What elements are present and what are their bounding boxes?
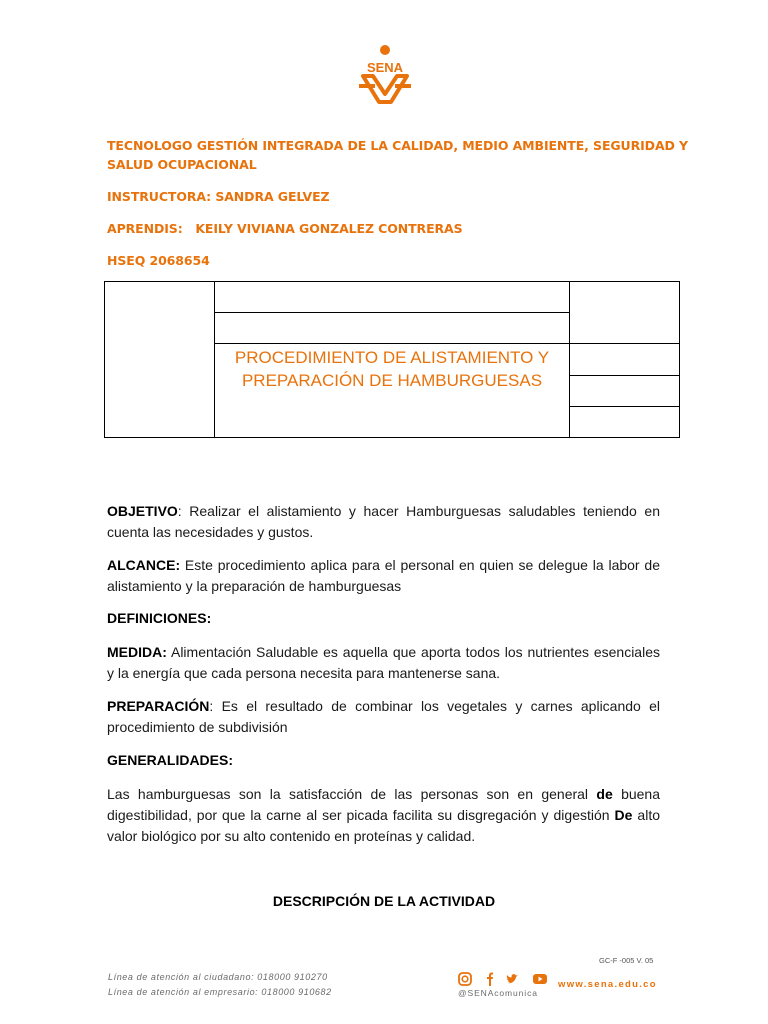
medida-label: MEDIDA: [107,644,167,660]
website-link[interactable]: www.sena.edu.co [558,979,657,990]
table-cell [569,406,680,437]
program-line-1: TECNOLOGO GESTIÓN INTEGRADA DE LA CALIDAD, MEDIO AMBIENTE, SEGURIDAD Y [107,138,689,153]
instagram-icon[interactable] [459,973,471,985]
procedure-title-line-2: PREPARACIÓN DE HAMBURGUESAS [241,371,543,391]
table-cell [569,344,680,375]
alcance-text: Este procedimiento aplica para el personal en quien se delegue la labor de alistamiento y la preparación de hamburguesas [107,557,660,594]
sena-logo [357,44,413,104]
medida-paragraph [107,642,660,684]
twitter-icon[interactable] [507,974,518,983]
preparacion-text: : Es el resultado de combinar los vegetales y carnes aplicando el procedimiento de subdivisión [107,698,660,735]
procedure-table [104,281,680,438]
alcance-label: ALCANCE: [107,557,181,573]
procedure-title-cell [215,344,569,438]
program-line-2: SALUD OCUPACIONAL [107,157,257,172]
generalidades-bold-1: de [596,786,613,802]
objetivo-paragraph [107,501,660,543]
form-code: GC-F -005 V. 05 [599,956,654,965]
objetivo-text: : Realizar el alistamiento y hacer Hamburguesas saludables teniendo en cuenta las necesidades y gustos. [107,503,660,540]
facebook-icon[interactable] [487,973,493,987]
apprentice-line: APRENDIS: KEILY VIVIANA GONZALEZ CONTRERAS [107,221,463,236]
generalidades-text-3: alto valor biológico por su alto contenido en proteínas y calidad. [107,807,661,844]
sena-logo-icon [357,44,413,104]
youtube-icon[interactable] [533,974,547,984]
generalidades-bold-2: De [614,807,633,823]
table-cell-logo [105,282,215,438]
generalidades-text-2: buena digestibilidad, por que la carne al ser picada facilita su disgregación y digestión [107,786,660,823]
business-line: Línea de atención al empresario: 018000 910682 [108,987,332,997]
citizen-line: Línea de atención al ciudadano: 018000 910270 [108,972,328,982]
generalidades-title: GENERALIDADES: [107,752,234,768]
table-cell [569,375,680,406]
procedure-title-line-1: PROCEDIMIENTO DE ALISTAMIENTO Y [234,348,550,368]
table-cell [569,282,680,344]
instructor-line: INSTRUCTORA: SANDRA GELVEZ [107,189,330,204]
group-code: HSEQ 2068654 [107,253,210,268]
social-handle: @SENAcomunica [458,988,538,998]
medida-text: Alimentación Saludable es aquella que aporta todos los nutrientes esenciales y la energía que cada persona necesita para mantenerse sana. [107,644,660,681]
generalidades-text-1: Las hamburguesas son la satisfacción de las personas son en general [107,786,597,802]
preparacion-paragraph [107,696,660,738]
table-cell [215,313,569,344]
actividad-title: DESCRIPCIÓN DE LA ACTIVIDAD [272,893,496,909]
alcance-paragraph [107,555,660,597]
table-cell [215,282,569,313]
preparacion-label: PREPARACIÓN [107,698,210,714]
logo-text: SENA [366,60,404,75]
objetivo-label: OBJETIVO [107,503,178,519]
definiciones-title: DEFINICIONES: [107,610,212,626]
generalidades-paragraph [107,784,660,847]
social-icons [458,971,548,987]
